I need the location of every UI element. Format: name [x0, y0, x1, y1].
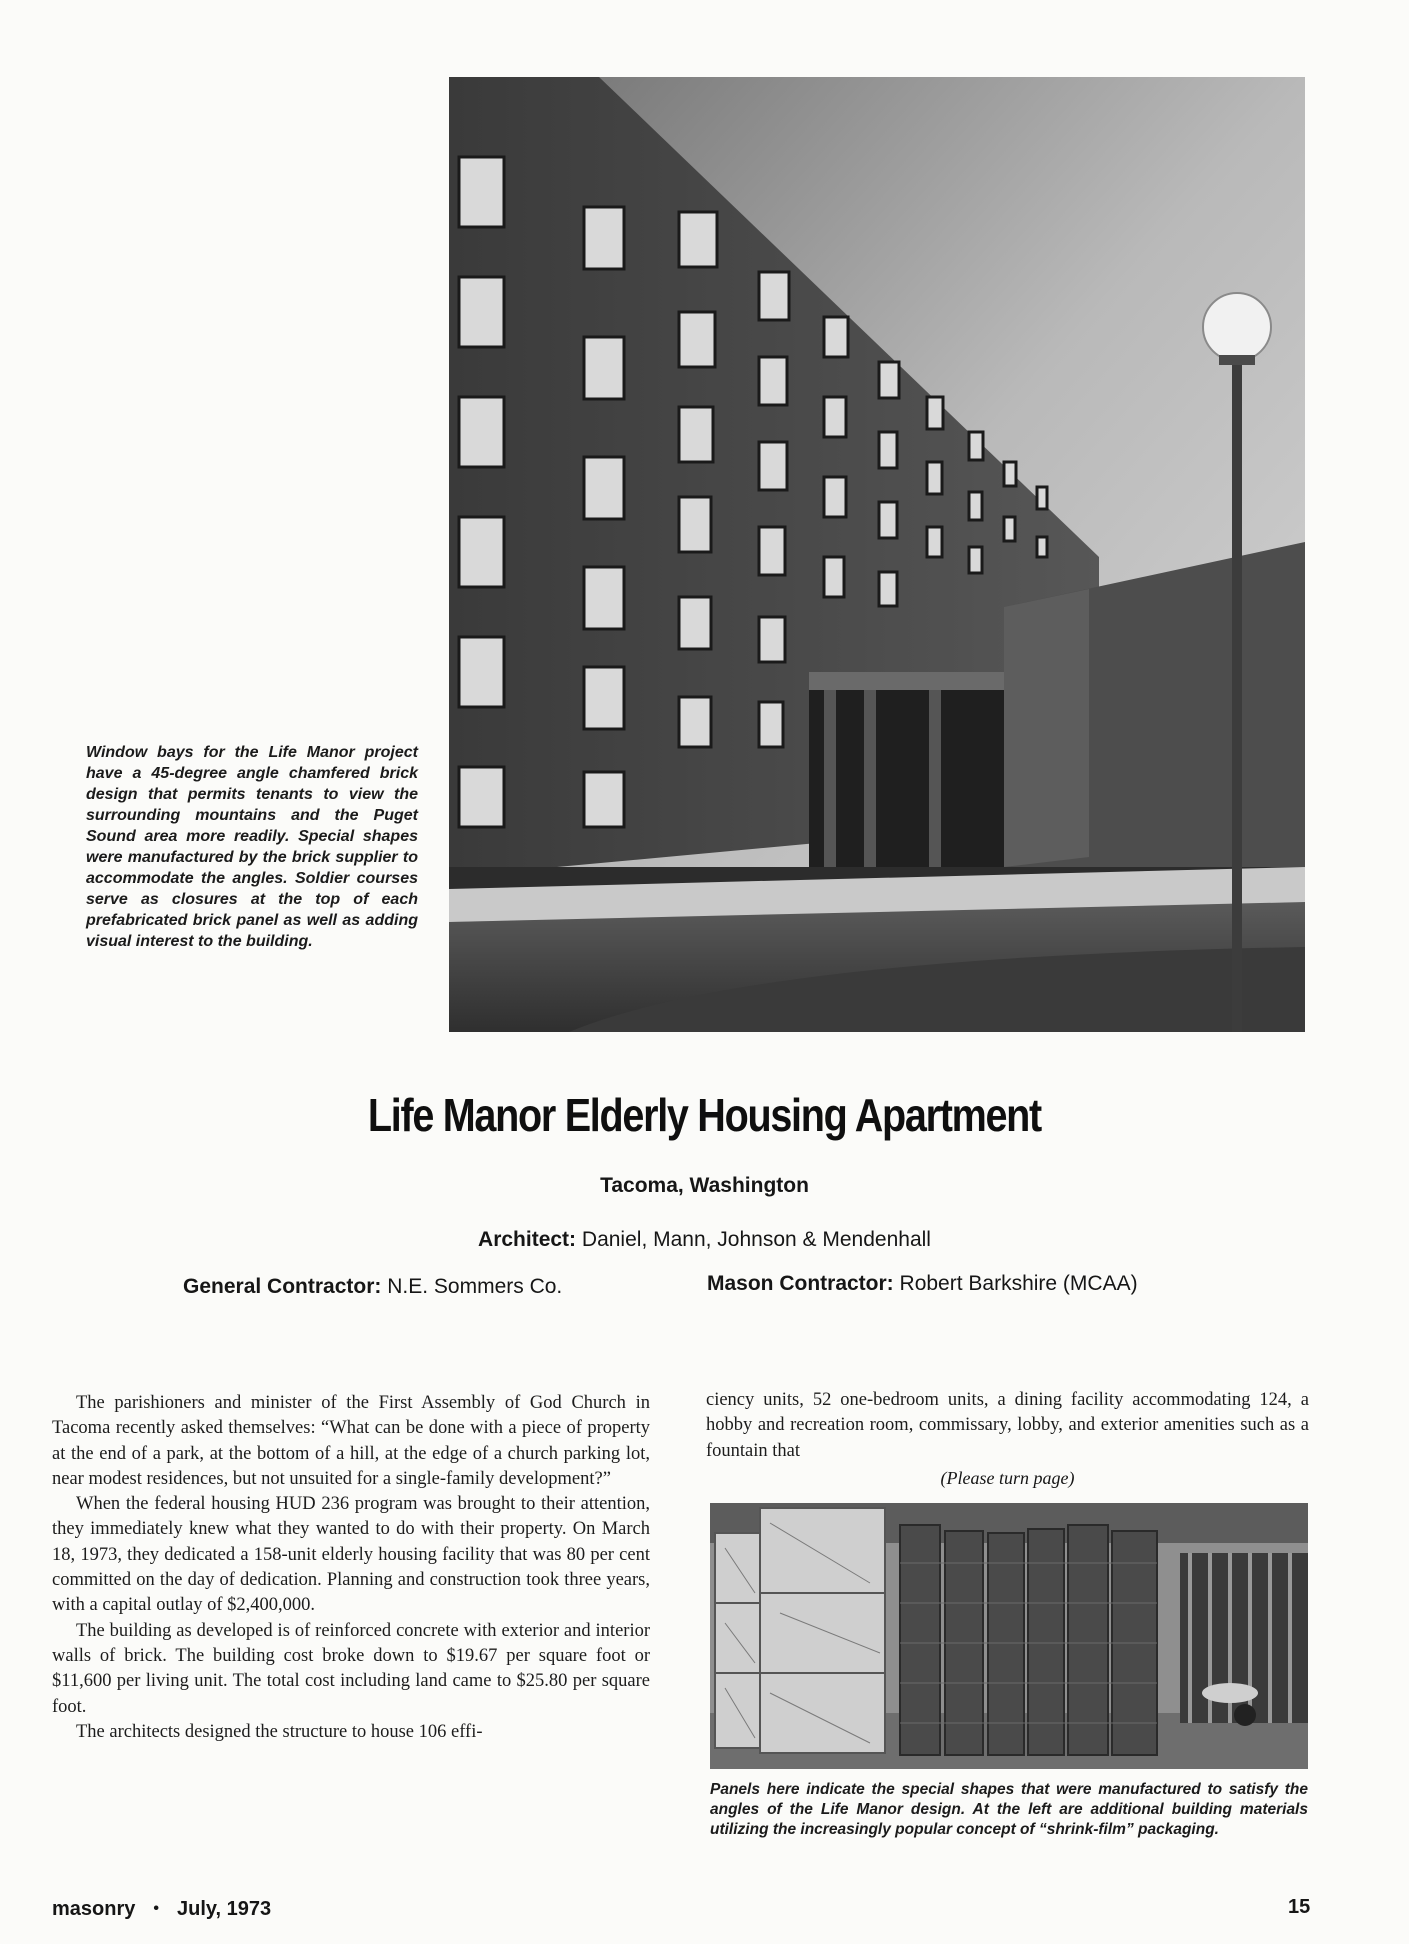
body-paragraph: The building as developed is of reinforced concrete with exterior and interior walls of brick. The building cost broke down to $19.67 per square foot or $11,600 per living unit. The total cost including land came to $25.80 per square foot.	[52, 1620, 650, 1717]
body-paragraph: When the federal housing HUD 236 program was brought to their attention, they immediately knew what they wanted to do with their property. On March 18, 1973, they dedicated a 158-unit elderly housing facility that was 80 per cent committed on the day of dedication. Planning and construction took three years, with a capital outlay of $2,400,000.	[52, 1494, 650, 1616]
article-title: Life Manor Elderly Housing Apartment	[367, 1089, 1041, 1141]
body-paragraph: The architects designed the structure to house 106 effi-	[76, 1721, 483, 1742]
photo-caption: Window bays for the Life Manor project have a 45-degree angle chamfered brick design that permits tenants to view the surrounding mountains and the Puget Sound area more readily. Special shapes were manufactured by the brick supplier to accommodate the angles. Soldier courses serve as closures at the top of each prefabricated brick panel as well as adding visual interest to the building.	[86, 744, 418, 950]
article-location: Tacoma, Washington	[600, 1174, 809, 1197]
general-contractor-name: N.E. Sommers Co.	[387, 1275, 563, 1298]
architect-label: Architect:	[478, 1228, 577, 1251]
general-contractor-label: General Contractor:	[183, 1275, 382, 1298]
page-number: 15	[1288, 1896, 1311, 1918]
mason-contractor-name: Robert Barkshire (MCAA)	[899, 1272, 1138, 1295]
architect-name: Daniel, Mann, Johnson & Mendenhall	[581, 1228, 931, 1251]
mason-contractor-label: Mason Contractor:	[707, 1272, 894, 1295]
footer-publication	[52, 1898, 271, 1921]
separator-dot: •	[153, 1900, 159, 1917]
building-photo	[449, 77, 1305, 1032]
brick-panels-photo	[710, 1503, 1308, 1769]
body-column-right	[706, 1388, 1309, 1464]
body-paragraph: The parishioners and minister of the First Assembly of God Church in Tacoma recently asked themselves: “What can be done with a piece of property at the end of a park, at the bottom of a hill, at the edge of a church parking lot, near modest residences, but not unsuited for a single-family development?”	[52, 1393, 650, 1489]
general-contractor-credit	[183, 1275, 562, 1299]
turn-page-note: (Please turn page)	[940, 1468, 1075, 1488]
architect-credit	[0, 1228, 1409, 1252]
body-column-left	[52, 1391, 650, 1745]
mason-contractor-credit	[707, 1272, 1138, 1296]
body-paragraph: ciency units, 52 one-bedroom units, a dining facility accommodating 124, a hobby and recreation room, commissary, lobby, and exterior amenities such as a fountain that	[706, 1390, 1309, 1461]
issue-date: July, 1973	[176, 1898, 272, 1920]
panels-photo-caption: Panels here indicate the special shapes that were manufactured to satisfy the angles of the Life Manor design. At the left are additional building materials utilizing the increasingly popular concept of “shrink-film” packaging.	[710, 1781, 1308, 1838]
publication-name: masonry	[52, 1898, 136, 1920]
